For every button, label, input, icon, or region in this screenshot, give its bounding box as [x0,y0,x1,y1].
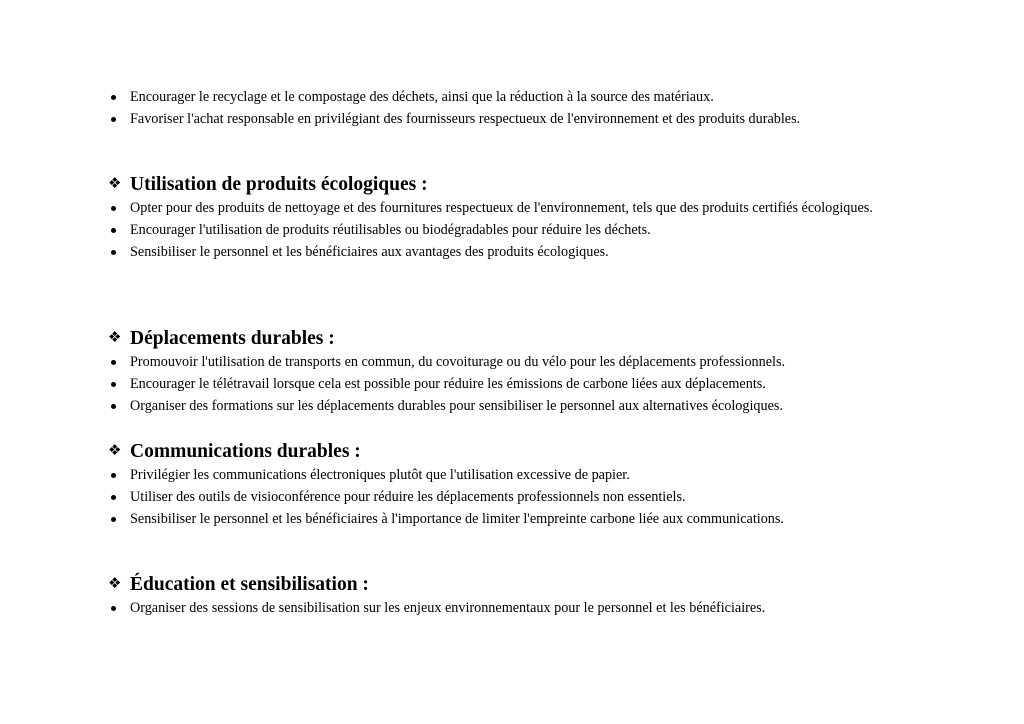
section-heading [108,440,958,464]
section-heading [108,327,958,351]
section-heading-text: Communications durables : [130,441,361,462]
list-item: Encourager l'utilisation de produits réutilisables ou biodégradables pour réduire les déchets. [108,219,958,241]
list-item: Organiser des formations sur les déplacements durables pour sensibiliser le personnel aux alternatives écologiques. [108,395,958,417]
four-diamond-bullet-icon: ❖ [108,328,122,346]
section-sustainable-travel [108,327,958,417]
list-item: Opter pour des produits de nettoyage et des fournitures respectueux de l'environnement, tels que des produits certifiés écologiques. [108,197,958,219]
list-item: Utiliser des outils de visioconférence pour réduire les déplacements professionnels non essentiels. [108,486,958,508]
list-item: Encourager le télétravail lorsque cela est possible pour réduire les émissions de carbone liées aux déplacements. [108,373,958,395]
four-diamond-bullet-icon: ❖ [108,174,122,192]
section-heading-text: Éducation et sensibilisation : [130,574,369,595]
section-sustainable-communications [108,440,958,530]
bullet-list [108,597,958,619]
bullet-list [108,197,958,263]
section-heading-text: Déplacements durables : [130,328,335,349]
list-item: Favoriser l'achat responsable en privilégiant des fournisseurs respectueux de l'environnement et des produits durables. [108,108,958,130]
section-education-awareness [108,573,958,619]
list-item: Sensibiliser le personnel et les bénéficiaires à l'importance de limiter l'empreinte carbone liée aux communications. [108,508,958,530]
section-ecological-products [108,173,958,263]
list-item: Promouvoir l'utilisation de transports en commun, du covoiturage ou du vélo pour les déplacements professionnels. [108,351,958,373]
list-item: Encourager le recyclage et le compostage des déchets, ainsi que la réduction à la source des matériaux. [108,86,958,108]
section-heading [108,573,958,597]
bullet-list [108,351,958,417]
section-heading-text: Utilisation de produits écologiques : [130,174,428,195]
bullet-list [108,464,958,530]
list-item: Privilégier les communications électroniques plutôt que l'utilisation excessive de papier. [108,464,958,486]
list-item: Sensibiliser le personnel et les bénéficiaires aux avantages des produits écologiques. [108,241,958,263]
four-diamond-bullet-icon: ❖ [108,441,122,459]
list-item: Organiser des sessions de sensibilisation sur les enjeux environnementaux pour le personnel et les bénéficiaires. [108,597,958,619]
four-diamond-bullet-icon: ❖ [108,574,122,592]
intro-bullet-list [108,86,958,130]
section-heading [108,173,958,197]
